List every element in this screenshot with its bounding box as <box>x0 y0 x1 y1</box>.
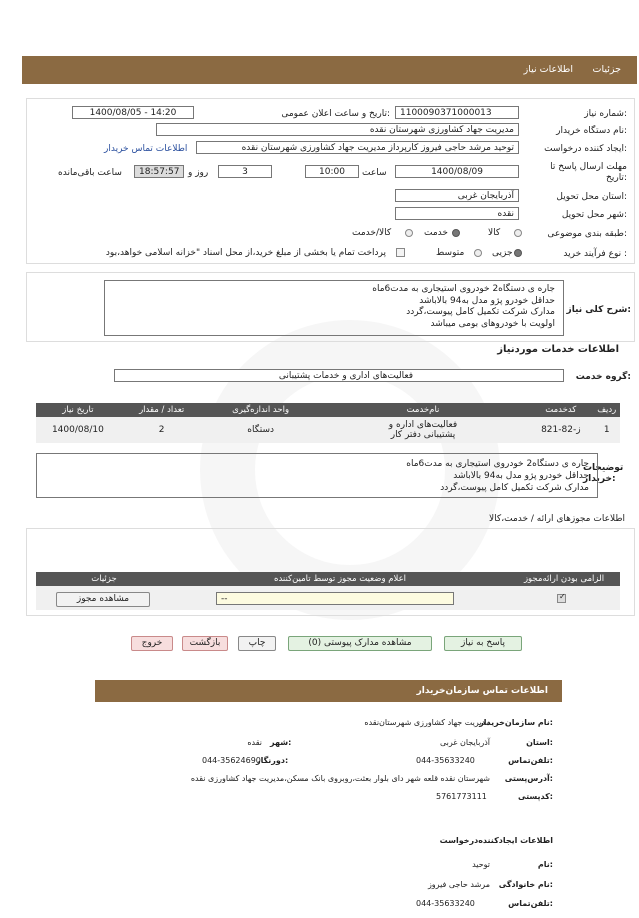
creator-phone-value: 044-35633240 <box>416 899 475 908</box>
permit-col-status: اعلام وضعیت مجوز توسط تامین‌کننده <box>273 574 407 584</box>
cell-qty: 2 <box>158 425 165 435</box>
category-both-label: کالا/خدمت <box>352 228 392 238</box>
buyer-contact-link[interactable]: اطلاعات تماس خریدار <box>104 144 188 154</box>
need-number-field: 1100090371000013 <box>395 106 519 119</box>
print-button[interactable]: چاپ <box>238 636 276 651</box>
announce-datetime-field: 1400/08/05 - 14:20 <box>72 106 194 119</box>
process-type-label: نوع فرآیند خرید : <box>563 249 627 259</box>
creator-phone-label: تلفن‌تماس: <box>508 899 553 908</box>
contact-fax-label: دورنگار: <box>256 756 289 765</box>
contact-province-label: استان: <box>526 738 553 747</box>
service-group-label: گروه خدمت: <box>575 372 631 382</box>
category-label: طبقه بندی موضوعی: <box>547 229 627 239</box>
back-button[interactable]: بازگشت <box>182 636 228 651</box>
days-label: روز و <box>188 168 209 178</box>
category-service-radio[interactable] <box>452 229 460 237</box>
treasury-payment-checkbox[interactable] <box>396 248 405 257</box>
category-both-radio[interactable] <box>405 229 413 237</box>
process-partial-label: جزیی <box>492 248 513 258</box>
buyer-notes-box <box>36 453 598 498</box>
deadline-time-label: ساعت <box>362 168 387 178</box>
cell-row: 1 <box>603 425 610 435</box>
creator-family-label: نام خانوادگی: <box>498 880 553 889</box>
exit-button[interactable]: خروج <box>131 636 173 651</box>
contact-postal-label: کدپستی: <box>518 792 553 801</box>
permit-required-checkbox[interactable] <box>557 594 566 603</box>
treasury-payment-note: پرداخت تمام یا بخشی از مبلغ خرید،از محل اسناد "خزانه اسلامی خواهد،بود <box>105 248 386 258</box>
col-qty: تعداد / مقدار <box>139 405 185 415</box>
summary-line: حداقل خودرو پژو مدل به94 بالاباشد <box>419 295 555 306</box>
creator-label: ایجاد کننده درخواست: <box>544 144 627 154</box>
cell-code: ز-82-821 <box>541 425 581 435</box>
contact-address-value: شهرستان نقده قلعه شهر دای بلوار بعثت،روبروی بانک مسکن،مدیریت جهاد کشاورزی نقده <box>190 774 490 783</box>
col-code: کدخدمت <box>545 405 577 415</box>
creator-name-label: نام: <box>537 860 553 869</box>
summary-line: جاره ی دستگاه2 خودروی استیجاری به مدت6ماه <box>372 284 555 294</box>
services-header-row <box>36 403 620 417</box>
deadline-date-field: 1400/08/09 <box>395 165 519 178</box>
contact-fax-value: 044-35624690 <box>202 756 261 765</box>
process-medium-radio[interactable] <box>474 249 482 257</box>
time-remaining-label: ساعت باقی‌مانده <box>58 168 122 178</box>
creator-name-value: توحید <box>472 860 490 869</box>
contact-phone-value: 044-35633240 <box>416 756 475 765</box>
col-name: نام‌خدمت <box>406 405 440 415</box>
deadline-time-field: 10:00 <box>305 165 359 178</box>
process-medium-label: متوسط <box>436 248 465 258</box>
col-row: ردیف <box>597 405 617 415</box>
summary-line: اولویت با خودروهای بومی میباشد <box>430 318 555 329</box>
contact-address-label: آدرس‌پستی: <box>504 774 553 783</box>
services-table <box>36 403 620 443</box>
summary-label: شرح کلی نیاز: <box>566 305 631 315</box>
buyer-notes-line: مدارک شرکت تکمیل کامل پیوست،گردد <box>440 483 589 493</box>
contact-org-label: نام سازمان‌خریدار: <box>479 718 553 727</box>
permits-header-row <box>36 572 620 586</box>
category-service-label: خدمت <box>424 228 448 238</box>
permits-title: اطلاعات مجوزهای ارائه / خدمت،کالا <box>489 514 625 524</box>
province-label: استان محل تحویل: <box>556 192 627 202</box>
creator-family-value: مرشد حاجی فیروز <box>427 880 490 889</box>
city-field: نقده <box>395 207 519 220</box>
service-group-field: فعالیت‌های اداری و خدمات پشتیبانی <box>114 369 564 382</box>
process-partial-radio[interactable] <box>514 249 522 257</box>
view-permit-button[interactable]: مشاهده مجوز <box>56 592 150 607</box>
table-row <box>36 417 620 443</box>
permit-col-required: الزامی بودن ارائه‌مجوز <box>523 574 605 584</box>
buyer-notes-line: حداقل خودرو پژو مدل به94 بالاباشد <box>453 471 589 481</box>
category-goods-radio[interactable] <box>514 229 522 237</box>
buyer-notes-label: توضیحات خریدار: <box>583 463 624 484</box>
city-label: شهر محل تحویل: <box>561 210 627 220</box>
check-icon: ✓ <box>559 592 566 601</box>
contact-province-value: آذربایجان غربی <box>439 738 490 747</box>
attachments-button[interactable]: مشاهده مدارک پیوستی (0) <box>288 636 432 651</box>
tab-need-info[interactable]: اطلاعات نیاز <box>523 64 573 75</box>
category-goods-label: کالا <box>488 228 501 238</box>
services-title: اطلاعات خدمات مورد‌نیاز <box>497 344 619 355</box>
cell-name: فعالیت‌های اداره و پشتیبانی دفتر کار <box>388 420 458 440</box>
contact-org-value: مدیریت جهاد کشاورزی شهرستان‌نقده <box>364 718 490 727</box>
province-field: آذربایجان غربی <box>395 189 519 202</box>
need-number-label: شماره نیاز: <box>584 109 627 119</box>
summary-box <box>104 280 564 336</box>
contact-city-label: شهر: <box>270 738 292 747</box>
creator-field: توحید مرشد حاجی فیروز کارپرداز مدیریت جهاد کشاورزی شهرستان نقده <box>196 141 519 154</box>
cell-date: 1400/08/10 <box>51 425 104 435</box>
reply-button[interactable]: پاسخ به نیاز <box>444 636 522 651</box>
announce-datetime-label: تاریخ و ساعت اعلان عمومی: <box>281 109 390 119</box>
top-header-bar <box>22 56 637 84</box>
contact-city-value: نقده <box>247 738 262 747</box>
buyer-notes-line: جاره ی دستگاه2 خودروی استیجاری به مدت6ماه <box>406 459 589 469</box>
time-remaining-field: 18:57:57 <box>134 165 184 178</box>
col-date: تاریخ نیاز <box>62 405 94 415</box>
buyer-label: نام دستگاه خریدار: <box>556 126 627 136</box>
deadline-label: مهلت ارسال پاسخ تا تاریخ: <box>550 162 627 183</box>
days-remaining-field: 3 <box>218 165 272 178</box>
buyer-field: مدیریت جهاد کشاورزی شهرستان نقده <box>156 123 519 136</box>
contact-phone-label: تلفن‌تماس: <box>508 756 553 765</box>
permit-status-field[interactable]: -- <box>216 592 454 605</box>
tab-details[interactable]: جزئیات <box>592 64 621 75</box>
contact-postal-value: 5761773111 <box>436 792 487 801</box>
summary-line: مدارک شرکت تکمیل کامل پیوست،گردد <box>406 307 555 317</box>
col-unit: واحد اندازه‌گیری <box>232 405 290 415</box>
permit-col-details: جزئیات <box>91 574 117 584</box>
creator-info-title: اطلاعات ایجادکننده‌درخواست <box>439 836 553 845</box>
contact-header-bar <box>95 680 562 702</box>
contact-title: اطلاعات تماس سازمان‌خریدار <box>416 686 548 696</box>
cell-unit: دستگاه <box>247 425 274 435</box>
